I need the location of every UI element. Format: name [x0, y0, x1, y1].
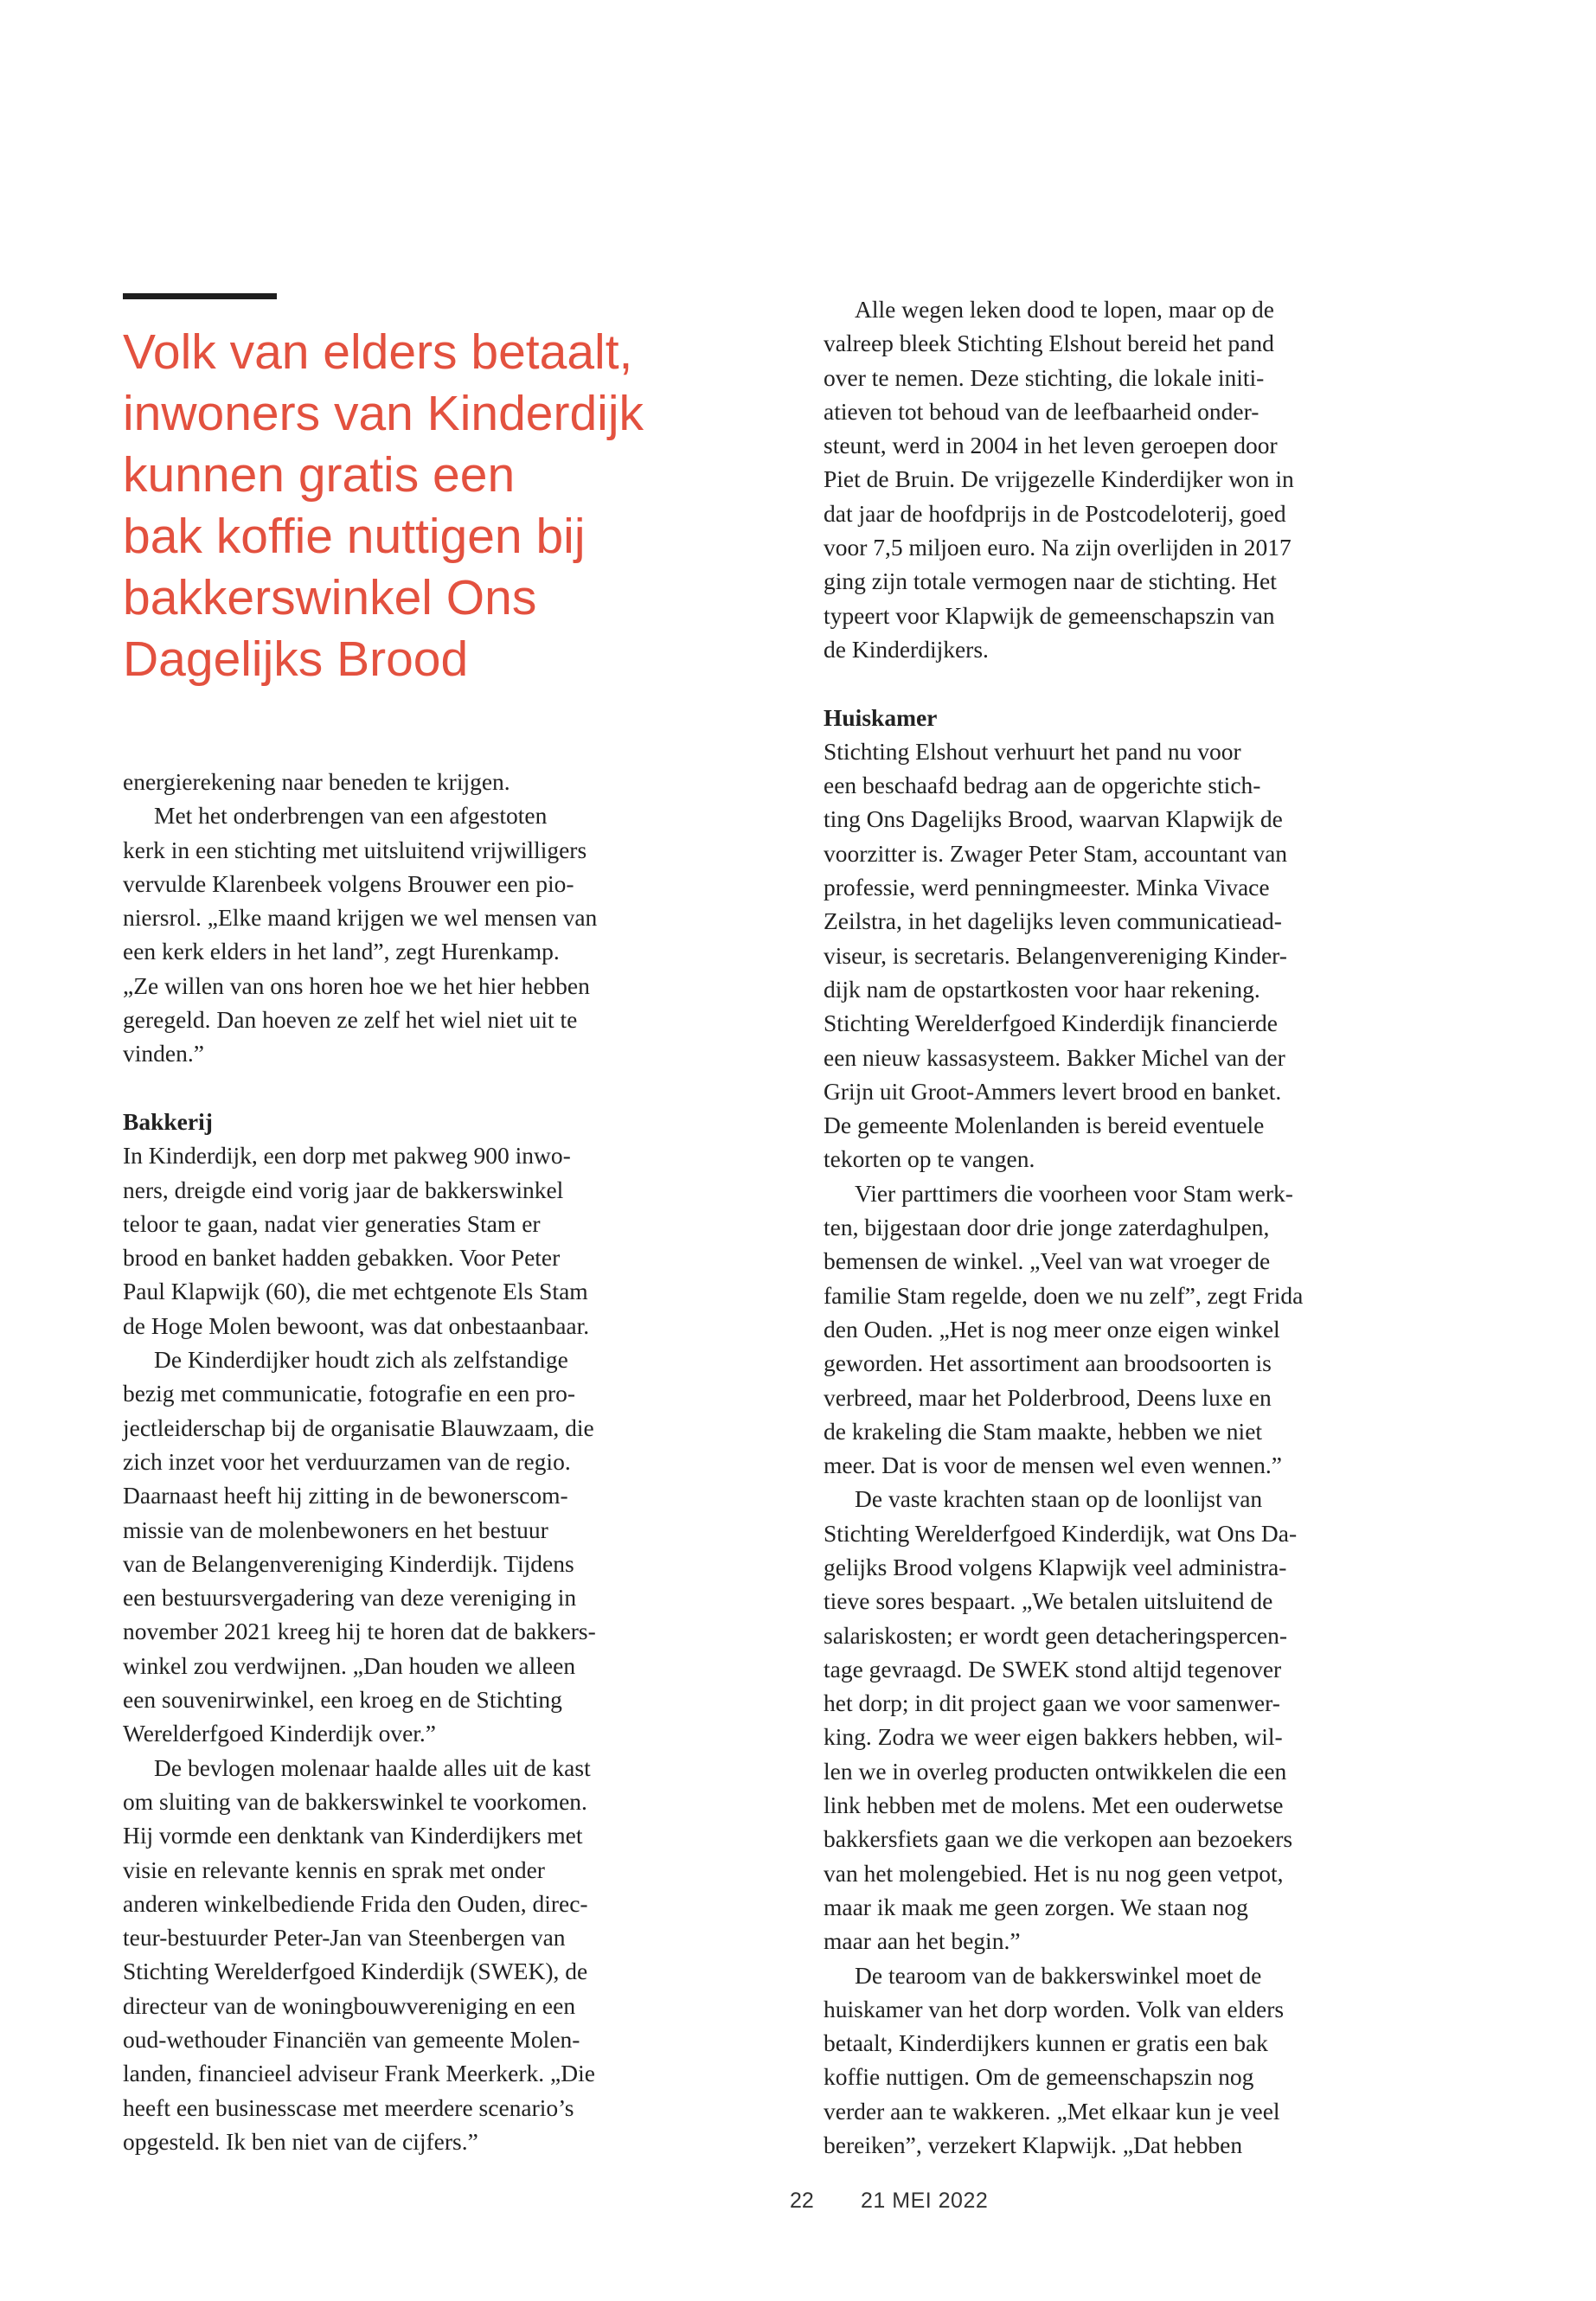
text-line: heeft een businesscase met meerdere scenario’s	[123, 2093, 574, 2121]
text-line: salariskosten; er wordt geen detacheringspercen-	[824, 1621, 1288, 1649]
text-line: een nieuw kassasysteem. Bakker Michel van der	[824, 1043, 1285, 1071]
text-line: bakkersfiets gaan we die verkopen aan bezoekers	[824, 1825, 1293, 1853]
section-heading: Bakkerij	[123, 1107, 213, 1135]
text-line: de krakeling die Stam maakte, hebben we niet	[824, 1417, 1263, 1445]
text-line: landen, financieel adviseur Frank Meerkerk. „Die	[123, 2060, 595, 2087]
text-line: De gemeente Molenlanden is bereid eventuele	[824, 1112, 1265, 1139]
text-line: november 2021 kreeg hij te horen dat de bakkers-	[123, 1618, 596, 1645]
issue-date: 21 MEI 2022	[861, 2189, 989, 2213]
text-line: len we in overleg producten ontwikkelen die een	[824, 1757, 1287, 1785]
text-line: verbreed, maar het Polderbrood, Deens luxe en	[824, 1383, 1272, 1411]
text-line: viseur, is secretaris. Belangenvereniging Kinder-	[824, 941, 1287, 969]
text-line: over te nemen. Deze stichting, die lokale initi-	[824, 363, 1265, 391]
pullquote-line: Volk van elders betaalt,	[123, 324, 633, 380]
text-line: Stichting Werelderfgoed Kinderdijk, wat Ons Da-	[824, 1519, 1298, 1547]
text-line: een souvenirwinkel, een kroeg en de Stichting	[123, 1686, 562, 1714]
text-line: verder aan te wakkeren. „Met elkaar kun je veel	[824, 2097, 1280, 2125]
text-line: winkel zou verdwijnen. „Dan houden we alleen	[123, 1651, 576, 1679]
text-line: directeur van de woningbouwvereniging en een	[123, 1991, 576, 2019]
text-line: Zeilstra, in het dagelijks leven communicatiead-	[824, 907, 1282, 935]
text-line: koffie nuttigen. Om de gemeenschapszin nog	[824, 2063, 1254, 2091]
text-line: typeert voor Klapwijk de gemeenschapszin van	[824, 601, 1275, 629]
text-line: van de Belangenvereniging Kinderdijk. Tijdens	[123, 1549, 574, 1577]
text-line: De Kinderdijker houdt zich als zelfstandige	[154, 1346, 568, 1374]
text-line: Werelderfgoed Kinderdijk over.”	[123, 1720, 437, 1747]
text-line: Stichting Werelderfgoed Kinderdijk financierde	[824, 1009, 1278, 1037]
text-line: Grijn uit Groot-Ammers levert brood en banket.	[824, 1077, 1282, 1105]
text-line: om sluiting van de bakkerswinkel te voorkomen.	[123, 1787, 587, 1815]
text-line: geregeld. Dan hoeven ze zelf het wiel niet uit te	[123, 1006, 578, 1034]
text-line: gelijks Brood volgens Klapwijk veel administra-	[824, 1553, 1287, 1580]
text-line: king. Zodra we weer eigen bakkers hebben, wil-	[824, 1723, 1283, 1751]
text-line: „Ze willen van ons horen hoe we het hier hebben	[123, 971, 590, 999]
text-line: huiskamer van het dorp worden. Volk van elders	[824, 1995, 1285, 2022]
text-line: jectleiderschap bij de organisatie Blauwzaam, die	[123, 1413, 594, 1441]
paragraph-gap	[824, 666, 1386, 700]
pullquote-line: bak koffie nuttigen bij	[123, 509, 586, 564]
text-line: van het molengebied. Het is nu nog geen vetpot,	[824, 1859, 1284, 1887]
text-line: Vier parttimers die voorheen voor Stam werk-	[855, 1179, 1293, 1207]
text-line: Stichting Elshout verhuurt het pand nu voor	[824, 737, 1241, 765]
text-line: een beschaafd bedrag aan de opgerichte stich-	[824, 772, 1261, 799]
text-line: brood en banket hadden gebakken. Voor Peter	[123, 1244, 561, 1272]
text-line: In Kinderdijk, een dorp met pakweg 900 inwo-	[123, 1142, 571, 1170]
text-line: opgesteld. Ik ben niet van de cijfers.”	[123, 2127, 478, 2155]
text-line: maar aan het begin.”	[824, 1927, 1021, 1955]
text-line: valreep bleek Stichting Elshout bereid het pand	[824, 330, 1274, 357]
text-line: oud-wethouder Financiën van gemeente Molen-	[123, 2025, 580, 2053]
text-line: het dorp; in dit project gaan we voor samenwer-	[824, 1689, 1280, 1717]
text-line: Daarnaast heeft hij zitting in de bewonerscom-	[123, 1482, 568, 1509]
text-line: tieve sores bespaart. „We betalen uitsluitend de	[824, 1587, 1273, 1615]
text-line: bereiken”, verzekert Klapwijk. „Dat hebben	[824, 2131, 1243, 2159]
text-line: Stichting Werelderfgoed Kinderdijk (SWEK), de	[123, 1958, 588, 1985]
text-line: betaalt, Kinderdijkers kunnen er gratis een bak	[824, 2029, 1268, 2057]
text-line: steunt, werd in 2004 in het leven geroepen door	[824, 432, 1278, 459]
text-line: zich inzet voor het verduurzamen van de regio.	[123, 1447, 571, 1475]
text-line: De vaste krachten staan op de loonlijst van	[855, 1485, 1263, 1513]
text-line: Paul Klapwijk (60), die met echtgenote Els Stam	[123, 1278, 588, 1305]
text-line: de Kinderdijkers.	[824, 635, 989, 663]
text-line: familie Stam regelde, doen we nu zelf”, zegt Frida	[824, 1281, 1304, 1309]
text-line: De tearoom van de bakkerswinkel moet de	[855, 1961, 1262, 1989]
text-line: dat jaar de hoofdprijs in de Postcodeloterij, goed	[824, 499, 1286, 527]
text-line: dijk nam de opstartkosten voor haar rekening.	[824, 975, 1260, 1003]
text-line: bemensen de winkel. „Veel van wat vroeger de	[824, 1247, 1271, 1275]
text-line: meer. Dat is voor de mensen wel even wennen.”	[824, 1452, 1282, 1479]
text-line: ging zijn totale vermogen naar de stichting. Het	[824, 567, 1277, 595]
text-line: voor 7,5 miljoen euro. Na zijn overlijden in 2017	[824, 534, 1292, 561]
left-text-column	[123, 765, 685, 2158]
pullquote-line: kunnen gratis een	[123, 447, 516, 503]
text-line: voorzitter is. Zwager Peter Stam, accountant van	[824, 839, 1288, 867]
text-line: de Hoge Molen bewoont, was dat onbestaanbaar.	[123, 1311, 590, 1339]
text-line: ners, dreigde eind vorig jaar de bakkerswinkel	[123, 1176, 564, 1203]
pullquote-rule	[123, 293, 277, 299]
text-line: maar ik maak me geen zorgen. We staan nog	[824, 1893, 1248, 1920]
text-line: kerk in een stichting met uitsluitend vrijwilligers	[123, 836, 587, 863]
text-line: teloor te gaan, nadat vier generaties Stam er	[123, 1209, 541, 1237]
pullquote-line: inwoners van Kinderdijk	[123, 386, 644, 441]
text-line: een bestuursvergadering van deze vereniging in	[123, 1584, 577, 1612]
text-line: vinden.”	[123, 1040, 204, 1067]
text-line: geworden. Het assortiment aan broodsoorten is	[824, 1349, 1272, 1377]
text-line: tage gevraagd. De SWEK stond altijd tegenover	[824, 1655, 1282, 1682]
text-line: een kerk elders in het land”, zegt Hurenkamp.	[123, 938, 560, 965]
text-line: Piet de Bruin. De vrijgezelle Kinderdijker won in	[824, 465, 1294, 493]
text-line: den Ouden. „Het is nog meer onze eigen winkel	[824, 1315, 1280, 1343]
paragraph-gap	[123, 1071, 685, 1105]
text-line: Alle wegen leken dood te lopen, maar op de	[855, 296, 1274, 323]
text-line: energierekening naar beneden te krijgen.	[123, 768, 510, 795]
text-line: link hebben met de molens. Met een ouderwetse	[824, 1791, 1284, 1819]
page-number: 22	[790, 2189, 814, 2213]
text-line: vervulde Klarenbeek volgens Brouwer een pio-	[123, 869, 574, 897]
right-text-column	[824, 292, 1386, 2162]
text-line: visie en relevante kennis en sprak met onder	[123, 1856, 545, 1883]
text-line: tekorten op te vangen.	[824, 1145, 1035, 1173]
text-line: ten, bijgestaan door drie jonge zaterdaghulpen,	[824, 1214, 1270, 1241]
text-line: niersrol. „Elke maand krijgen we wel mensen van	[123, 904, 598, 932]
pullquote-line: Dagelijks Brood	[123, 631, 469, 687]
pullquote	[123, 322, 711, 690]
text-line: atieven tot behoud van de leefbaarheid onder-	[824, 397, 1259, 425]
text-line: bezig met communicatie, fotografie en een pro-	[123, 1380, 576, 1407]
text-line: Hij vormde een denktank van Kinderdijkers met	[123, 1822, 583, 1849]
pullquote-line: bakkerswinkel Ons	[123, 570, 537, 625]
section-heading: Huiskamer	[824, 703, 938, 731]
text-line: ting Ons Dagelijks Brood, waarvan Klapwijk de	[824, 805, 1283, 833]
text-line: Met het onderbrengen van een afgestoten	[154, 802, 548, 830]
text-line: professie, werd penningmeester. Minka Vivace	[824, 874, 1270, 901]
text-line: missie van de molenbewoners en het bestuur	[123, 1516, 548, 1543]
text-line: teur-bestuurder Peter-Jan van Steenbergen van	[123, 1924, 566, 1952]
text-line: anderen winkelbediende Frida den Ouden, direc-	[123, 1889, 588, 1917]
text-line: De bevlogen molenaar haalde alles uit de kast	[154, 1753, 591, 1781]
